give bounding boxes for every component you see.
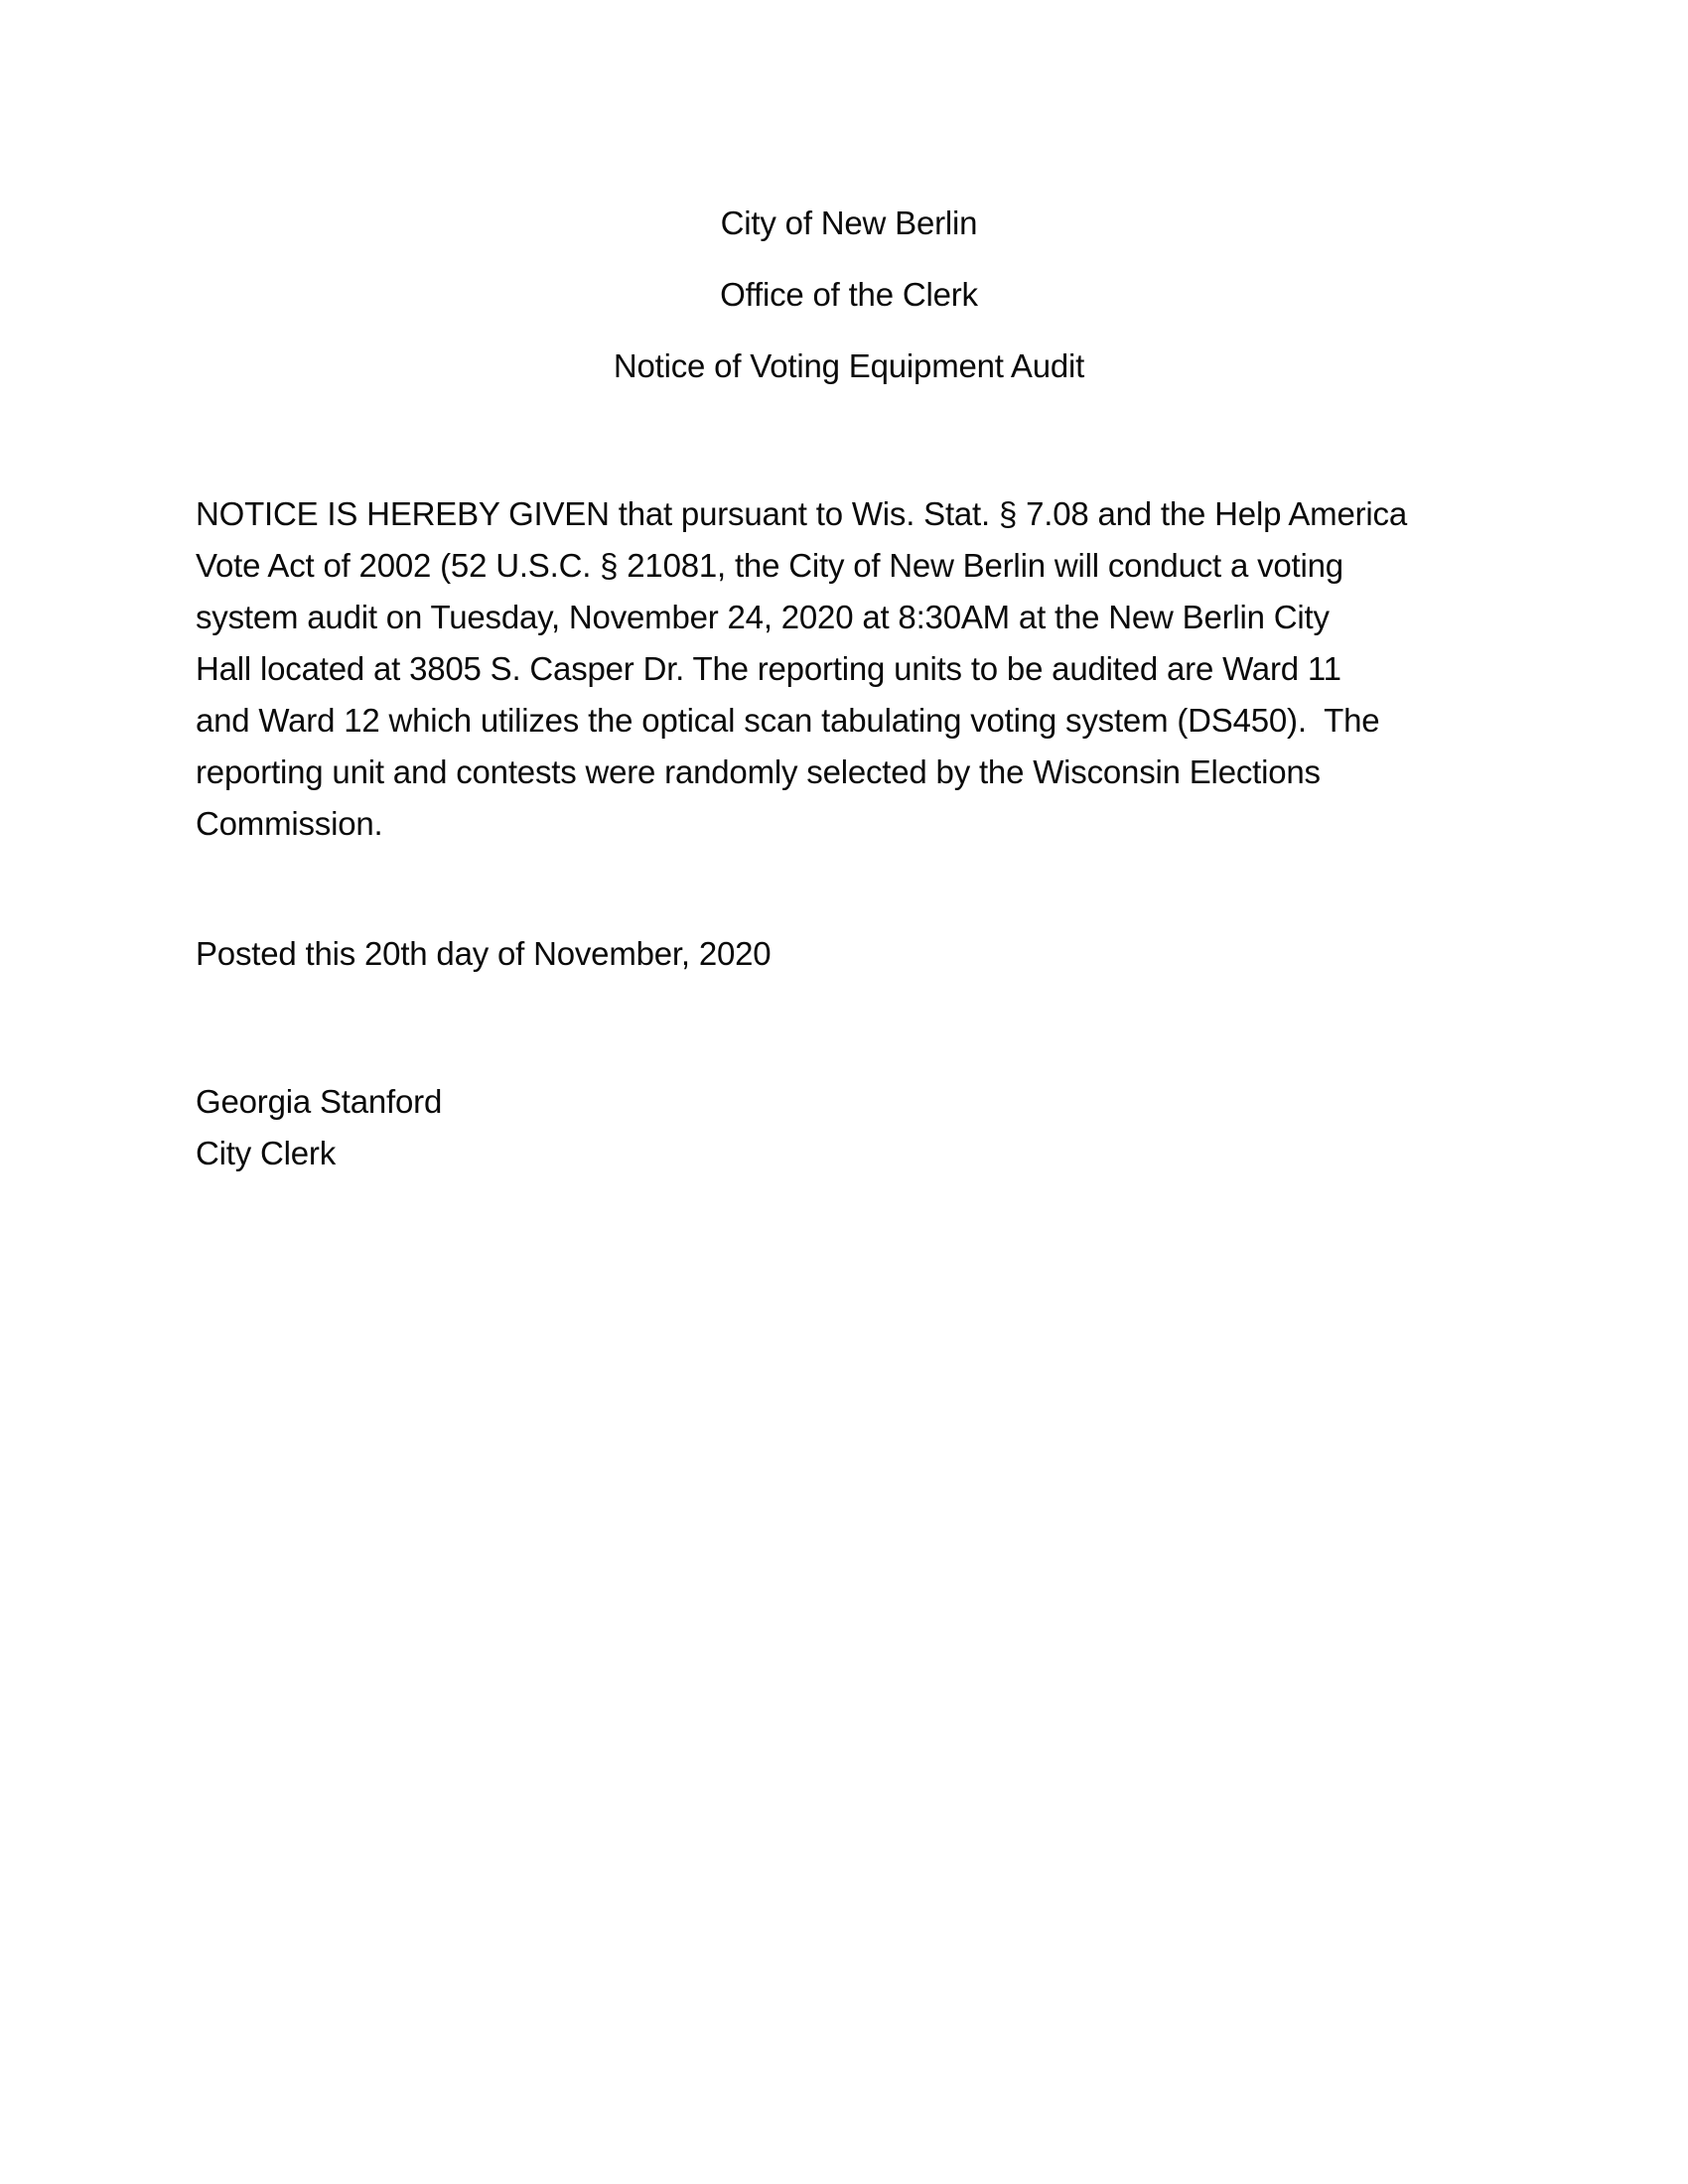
office-line: Office of the Clerk [720, 276, 978, 313]
notice-paragraph-line: Vote Act of 2002 (52 U.S.C. § 21081, the City of New Berlin will conduct a voting [196, 547, 1343, 584]
document-content [196, 198, 1502, 1179]
document-title: Notice of Voting Equipment Audit [613, 347, 1085, 384]
notice-paragraph-line: system audit on Tuesday, November 24, 2020 at 8:30AM at the New Berlin City [196, 599, 1330, 635]
notice-paragraph-line: Hall located at 3805 S. Casper Dr. The reporting units to be audited are Ward 11 [196, 650, 1341, 687]
document-header [196, 198, 1502, 392]
signature-block [196, 1076, 1502, 1179]
signatory-title: City Clerk [196, 1135, 337, 1171]
signatory-name: Georgia Stanford [196, 1083, 443, 1120]
org-name-line: City of New Berlin [720, 205, 978, 241]
notice-paragraph-line: reporting unit and contests were randomly selected by the Wisconsin Elections [196, 753, 1321, 790]
notice-paragraph-line: NOTICE IS HEREBY GIVEN that pursuant to Wis. Stat. § 7.08 and the Help America [196, 495, 1407, 532]
posted-date-line: Posted this 20th day of November, 2020 [196, 935, 772, 972]
notice-paragraph-line: Commission. [196, 805, 383, 842]
notice-paragraph [196, 488, 1502, 850]
notice-paragraph-line: and Ward 12 which utilizes the optical scan tabulating voting system (DS450). The [196, 702, 1380, 739]
